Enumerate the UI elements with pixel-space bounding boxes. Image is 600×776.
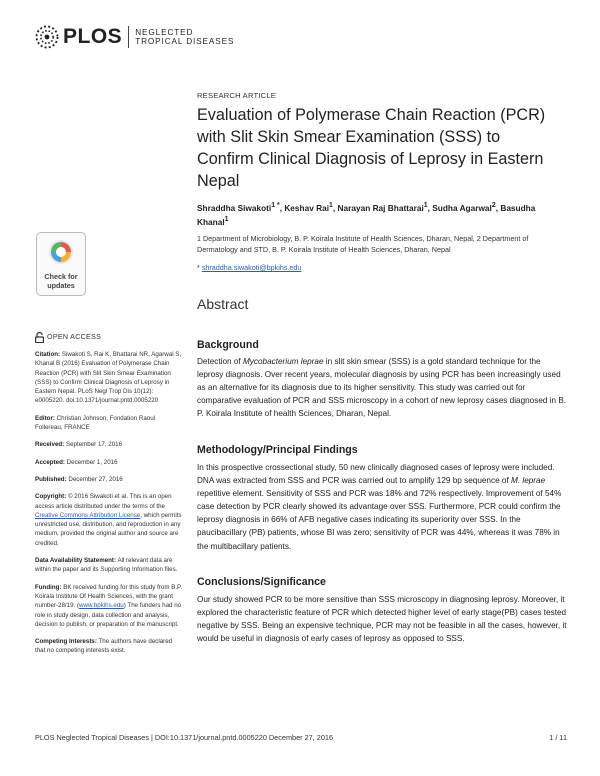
article-info-sidebar	[35, 332, 183, 664]
page-number: 1 / 11	[549, 733, 567, 742]
article-type-label: RESEARCH ARTICLE	[197, 91, 277, 100]
accepted-label: Accepted:	[35, 458, 65, 466]
editor-block	[35, 414, 183, 433]
author-sup: 1	[224, 215, 229, 223]
text-run: repetitive element. Sensitivity of SSS and PCR was 18% and 72% respectively. Improvement of 54% case detection by PCR clearly showed its advantage over SSS. Furthermore, PCR could confirm the leprosy diagnosis in 66% of AFB negative cases indicating its superiority over SSS. In the paucibacillary (PB) patients, whose BI was zero; sensitivity of PCR was 44%, whereas it was 78% in the multibacillary patients.	[197, 489, 562, 551]
author-sup: 2	[491, 202, 496, 209]
section-text-methodology	[197, 461, 569, 553]
open-access-text: OPEN ACCESS	[47, 332, 102, 341]
received-block	[35, 440, 183, 449]
check-updates-line2: updates	[47, 280, 75, 290]
open-access-label	[35, 332, 183, 343]
license-link[interactable]: Creative Commons Attribution License	[35, 511, 141, 519]
logo-divider	[128, 26, 129, 48]
copyright-text: © 2016 Siwakoti et al. This is an open access article distributed under the terms of the	[35, 493, 172, 510]
open-lock-icon	[35, 332, 44, 343]
affiliations: 1 Department of Microbiology, B. P. Koirala Institute of Health Sciences, Dharan, Nepal, 2 Department of Dermatology and STD, B. P. Koirala Institute of Health Sciences, Dharan, Nepal	[197, 234, 529, 254]
abstract-heading: Abstract	[197, 296, 249, 312]
author-name: Basudha Khanal	[197, 202, 536, 227]
check-for-updates-badge[interactable]	[36, 232, 86, 296]
received-date: September 17, 2016	[65, 441, 123, 449]
email-link[interactable]: shraddha.siwakoti@bpkihs.edu	[201, 263, 302, 272]
text-run: in slit skin smear (SSS) is a gold standard technique for the leprosy diagnosis. Over recent years, molecular diagnosis by using PCR has been increasingly used as an alternative for its diagnosis due to its higher sensitivity. This study was carried out for comparative evaluation of PCR and SSS microscopy in a cohort of new leprosy cases diagnosed in B. P. Koirala Institute of health Sciences, Dharan, Nepal.	[197, 357, 567, 419]
email-mark: *	[197, 263, 200, 272]
competing-interests-block	[35, 637, 183, 656]
page-footer	[35, 733, 567, 742]
funding-text-end: ) The funders had no role in study design, data collection and analysis, decision to publish, or preparation of the manuscript.	[35, 602, 182, 628]
citation-block	[35, 350, 183, 406]
plos-logo-icon	[34, 24, 60, 50]
section-text-conclusions	[197, 593, 569, 645]
copyright-block	[35, 492, 183, 548]
journal-name	[135, 28, 234, 47]
data-availability-block	[35, 556, 183, 575]
editor-label: Editor:	[35, 414, 55, 422]
author-sup: 1	[329, 202, 333, 209]
published-block	[35, 475, 183, 484]
citation-label: Citation:	[35, 351, 61, 358]
competing-interests-label: Competing Interests:	[35, 638, 97, 646]
author-name: Narayan Raj Bhattarai	[337, 202, 424, 213]
data-availability-label: Data Availability Statement:	[35, 557, 117, 565]
author-name: Shraddha Siwakoti	[197, 202, 272, 213]
section-heading-methodology: Methodology/Principal Findings	[197, 444, 358, 456]
author-sup: 1 *	[271, 202, 280, 209]
accepted-block	[35, 458, 183, 467]
accepted-date: December 1, 2016	[66, 458, 118, 466]
check-updates-line1: Check for	[44, 272, 78, 281]
author-sup: 1	[423, 202, 428, 209]
text-run: Detection of	[197, 357, 243, 366]
received-label: Received:	[35, 441, 65, 449]
corresponding-email	[197, 263, 301, 272]
journal-name-line1: NEGLECTED	[135, 27, 194, 37]
published-label: Published:	[35, 475, 67, 483]
data-availability-text: All relevant data are within the paper and its Supporting Information files.	[35, 557, 178, 574]
footer-citation: PLOS Neglected Tropical Diseases | DOI:10.1371/journal.pntd.0005220 December 27, 2016	[35, 733, 334, 742]
copyright-text-end: , which permits unrestricted use, distribution, and reproduction in any medium, provided the original author and source are credited.	[35, 511, 182, 547]
editor-text: Christian Johnson, Fondation Raoul Follereau, FRANCE	[35, 414, 156, 432]
text-run: Our study showed PCR to be more sensitive than SSS microscopy in diagnosing leprosy. Moreover, it explored the characteristic feature of PCR which detected higher level of early stage(PB) cases tested negative by SSS. Being an expensive technique, PCR may not be feasible in all the cases, however, it would be useful in diagnosis of early cases of leprosy as opposed to SSS.	[197, 595, 567, 644]
journal-name-line2: TROPICAL DISEASES	[135, 37, 235, 46]
competing-interests-text: The authors have declared that no competing interests exist.	[35, 638, 173, 655]
section-heading-conclusions: Conclusions/Significance	[197, 576, 326, 588]
logo-wordmark: PLOS	[63, 25, 123, 48]
species-name: M. leprae	[511, 476, 546, 486]
funding-text: BK received funding for this study from B.P. Koirala Institute Of Health Sciences, with the grant number-28/19. (	[35, 583, 183, 610]
section-text-background	[197, 355, 569, 420]
check-updates-icon	[48, 239, 74, 265]
published-date: December 27, 2016	[68, 475, 123, 483]
author-list: Shraddha Siwakoti$^{1 *}$, Keshav Rai$^1$, Narayan Raj Bhattarai$^1$, Sudha Agarwal$^2$, Basudha Khanal$^1$	[197, 202, 536, 227]
text-run: In this prospective crossectional study, 50 new clinically diagnosed cases of leprosy were included. DNA was extracted from SSS and PCR was carried out to amplify 129 bp sequence of	[197, 463, 555, 486]
author-name: Keshav Rai	[284, 202, 330, 213]
funding-label: Funding:	[35, 583, 62, 591]
author-name: Sudha Agarwal	[432, 202, 492, 213]
funding-block	[35, 583, 183, 629]
copyright-label: Copyright:	[35, 493, 67, 501]
funding-link[interactable]: www.bpkihs.edu	[79, 602, 124, 610]
article-title: Evaluation of Polymerase Chain Reaction (PCR) with Slit Skin Smear Examination (SSS) to Confirm Clinical Diagnosis of Leprosy in Eastern Nepal	[197, 106, 546, 190]
section-heading-background: Background	[197, 339, 259, 351]
citation-text: Siwakoti S, Rai K, Bhattarai NR, Agarwal S, Khanal B (2016) Evaluation of Polymerase Chain Reaction (PCR) with Slit Skin Smear Examination (SSS) to Confirm Clinical Diagnosis of Leprosy in Eastern Nepal. PLoS Negl Trop Dis 10(12): e0005220. doi:10.1371/journal.pntd.0005220	[35, 351, 182, 405]
journal-logo	[34, 22, 234, 52]
species-name: Mycobacterium leprae	[242, 357, 324, 366]
